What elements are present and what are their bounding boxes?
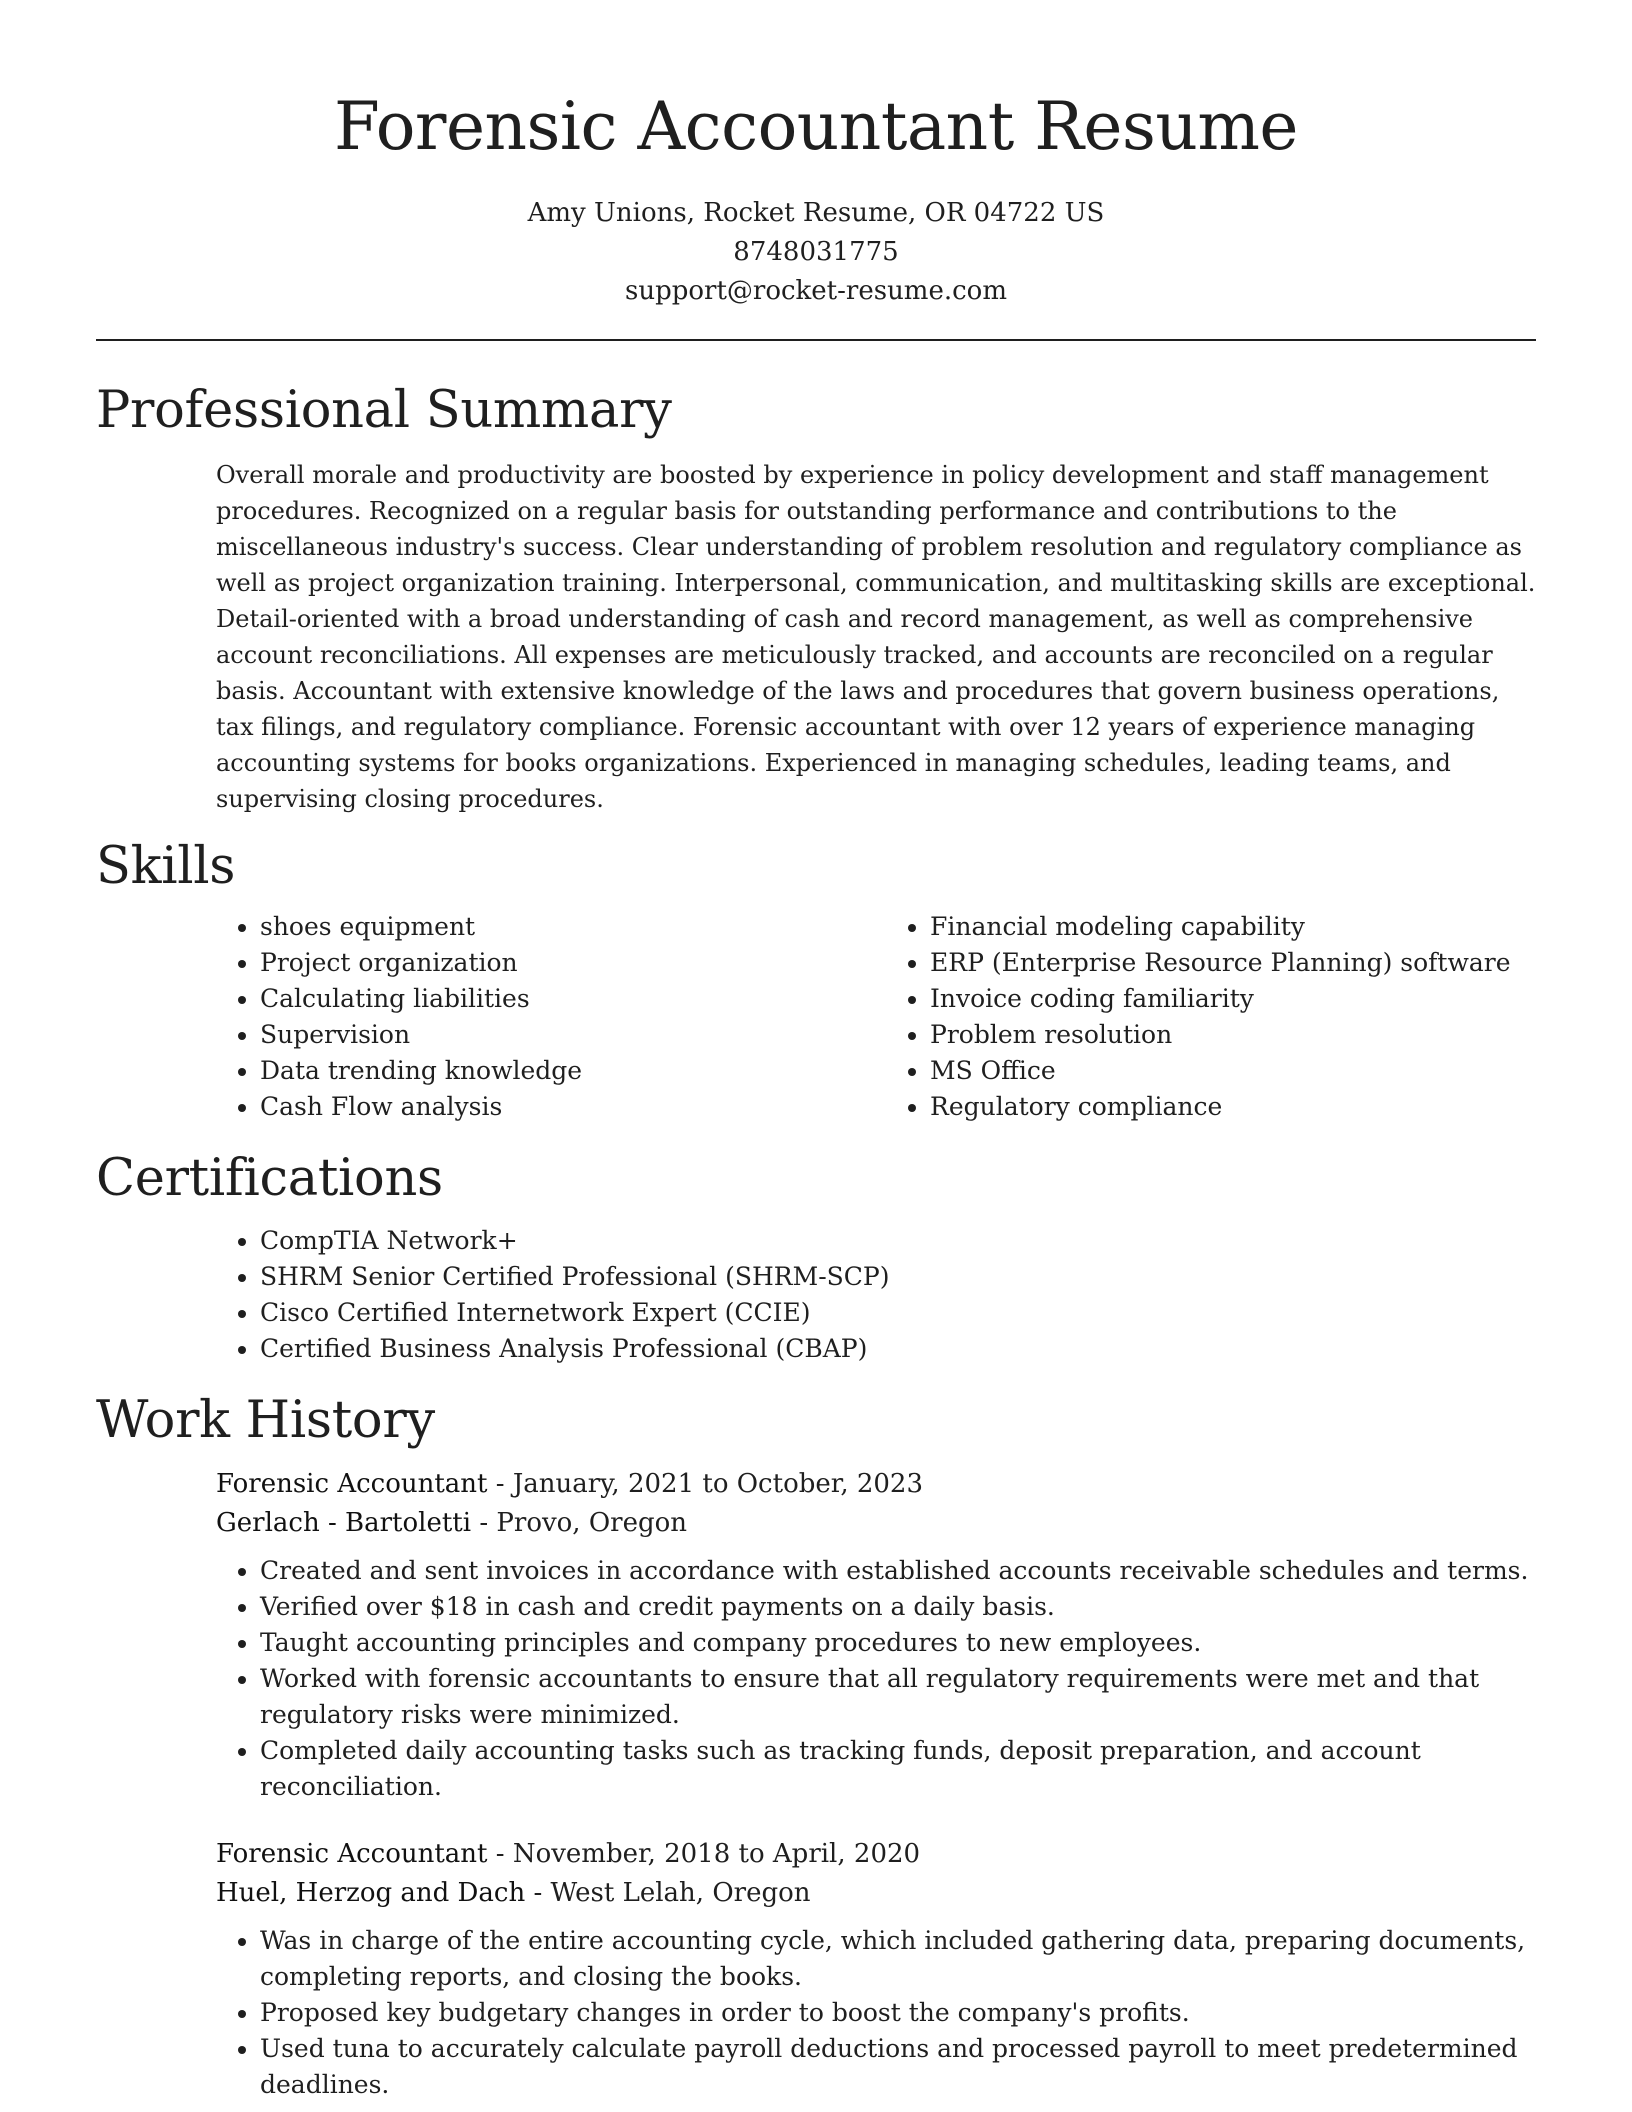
contact-email: support@rocket-resume.com — [624, 276, 1007, 306]
job-location: - Provo, Oregon — [471, 1508, 688, 1538]
skill-item: • Project organization — [260, 945, 898, 981]
skills-list — [96, 909, 1536, 1125]
job-bullet: • Used tuna to accurately calculate payroll deductions and processed payroll to meet predetermined deadlines. — [260, 2031, 1536, 2103]
job-bullet: • Completed daily accounting tasks such as tracking funds, deposit preparation, and account reconciliation. — [260, 1733, 1536, 1805]
contact-address: Amy Unions, Rocket Resume, OR 04722 US — [527, 198, 1105, 228]
job-entry — [96, 1835, 1536, 2103]
certification-item: • SHRM Senior Certified Professional (SHRM-SCP) — [260, 1259, 1536, 1295]
contact-block — [96, 194, 1536, 311]
skill-item: • Calculating liabilities — [260, 981, 898, 1017]
job-bullet: • Taught accounting principles and company procedures to new employees. — [260, 1625, 1536, 1661]
job-title: Forensic Accountant — [216, 1469, 488, 1499]
skill-item: • MS Office — [930, 1053, 1536, 1089]
skills-right-column — [898, 909, 1536, 1125]
skills-heading: Skills — [96, 837, 236, 896]
skill-item: • Regulatory compliance — [930, 1089, 1536, 1125]
skill-item: • shoes equipment — [260, 909, 898, 945]
certifications-list — [96, 1223, 1536, 1367]
skill-item: • Invoice coding familiarity — [930, 981, 1536, 1017]
job-bullet: • Was in charge of the entire accounting cycle, which included gathering data, preparing documents, completing reports, and closing the books. — [260, 1923, 1536, 1995]
skill-item: • ERP (Enterprise Resource Planning) software — [930, 945, 1536, 981]
job-bullet: • Created and sent invoices in accordance with established accounts receivable schedules and terms. — [260, 1553, 1536, 1589]
job-dates: - November, 2018 to April, 2020 — [487, 1839, 921, 1869]
job-company-line — [216, 1504, 1536, 1543]
skill-item: • Financial modeling capability — [930, 909, 1536, 945]
summary-text: Overall morale and productivity are boosted by experience in policy development and staff management procedures. Recognized on a regular basis for outstanding performance and contributions to the miscellaneous industry's success. Clear understanding of problem resolution and regulatory compliance as well as project organization training. Interpersonal, communication, and multitasking skills are exceptional. Detail-oriented with a broad understanding of cash and record management, as well as comprehensive account reconciliations. All expenses are meticulously tracked, and accounts are reconciled on a regular basis. Accountant with extensive knowledge of the laws and procedures that govern business operations, tax filings, and regulatory compliance. Forensic accountant with over 12 years of experience managing accounting systems for books organizations. Experienced in managing schedules, leading teams, and supervising closing procedures. — [216, 461, 1536, 813]
resume-page — [96, 0, 1536, 2103]
skills-left-column — [96, 909, 898, 1125]
skill-item: • Cash Flow analysis — [260, 1089, 898, 1125]
job-bullet: • Proposed key budgetary changes in order to boost the company's profits. — [260, 1995, 1536, 2031]
certifications-heading: Certifications — [96, 1149, 443, 1208]
job-company: Gerlach - Bartoletti — [216, 1508, 472, 1538]
certification-item: • Cisco Certified Internetwork Expert (CCIE) — [260, 1295, 1536, 1331]
job-title-line — [216, 1465, 1536, 1504]
job-location: - West Lelah, Oregon — [525, 1878, 811, 1908]
job-title-line — [216, 1835, 1536, 1874]
job-entry — [96, 1465, 1536, 1805]
summary-heading: Professional Summary — [96, 381, 672, 440]
job-company: Huel, Herzog and Dach — [216, 1878, 526, 1908]
certification-item: • CompTIA Network+ — [260, 1223, 1536, 1259]
certification-item: • Certified Business Analysis Professional (CBAP) — [260, 1331, 1536, 1367]
skill-item: • Supervision — [260, 1017, 898, 1053]
job-company-line — [216, 1874, 1536, 1913]
contact-phone: 8748031775 — [733, 237, 899, 267]
skill-item: • Problem resolution — [930, 1017, 1536, 1053]
skill-item: • Data trending knowledge — [260, 1053, 898, 1089]
header-divider — [96, 339, 1536, 341]
page-title: Forensic Accountant Resume — [334, 88, 1298, 165]
job-bullet: • Verified over $18 in cash and credit payments on a daily basis. — [260, 1589, 1536, 1625]
job-bullets — [96, 1923, 1536, 2103]
job-bullet: • Worked with forensic accountants to ensure that all regulatory requirements were met and that regulatory risks were minimized. — [260, 1661, 1536, 1733]
job-bullets — [96, 1553, 1536, 1805]
job-title: Forensic Accountant — [216, 1839, 488, 1869]
job-dates: - January, 2021 to October, 2023 — [487, 1469, 924, 1499]
work-history-heading: Work History — [96, 1391, 435, 1450]
